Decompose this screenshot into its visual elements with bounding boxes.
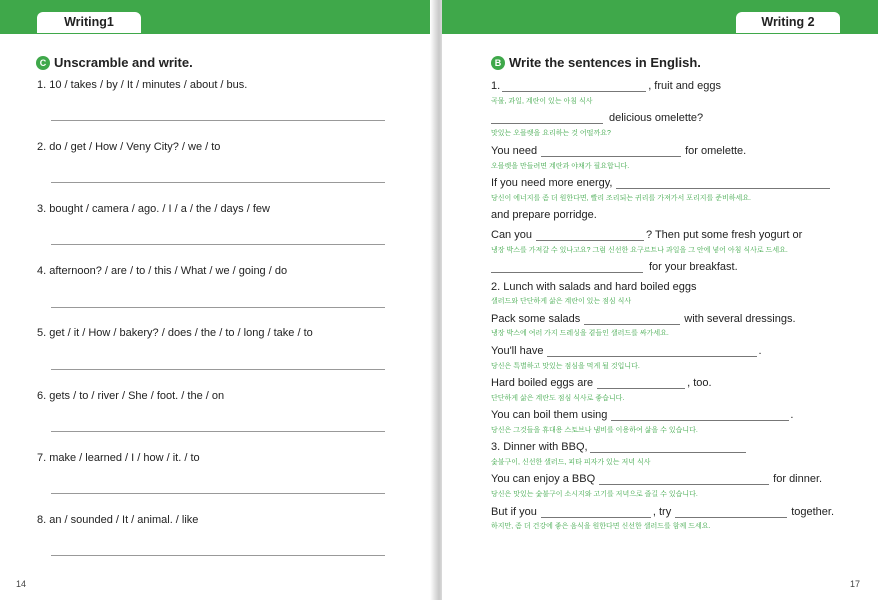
question-5: 5. get / it / How / bakery? / does / the / to / long / take / to bbox=[37, 327, 313, 339]
section-heading bbox=[36, 55, 193, 70]
section-title: Write the sentences in English. bbox=[509, 55, 701, 70]
sentence-row bbox=[491, 409, 793, 421]
question-8: 8. an / sounded / It / animal. / like bbox=[37, 514, 199, 526]
answer-line-5[interactable] bbox=[51, 369, 385, 370]
sentence-row bbox=[491, 281, 696, 293]
tab-writing1: Writing1 bbox=[36, 11, 142, 33]
question-1: 1. 10 / takes / by / It / minutes / about / bus. bbox=[37, 79, 248, 91]
answer-line-3[interactable] bbox=[51, 244, 385, 245]
sentence-text: for dinner. bbox=[773, 473, 823, 485]
korean-hint: 맛있는 오믈렛을 요리하는 것 어떨까요? bbox=[491, 130, 611, 137]
answer-blank[interactable] bbox=[611, 411, 789, 421]
korean-hint: 곡물, 과일, 계란이 있는 아침 식사 bbox=[491, 98, 593, 105]
sentence-text: But if you bbox=[491, 506, 537, 518]
answer-line-7[interactable] bbox=[51, 493, 385, 494]
section-badge: B bbox=[491, 56, 505, 70]
sentence-text: for your breakfast. bbox=[649, 261, 738, 273]
sentence-text: , too. bbox=[687, 377, 712, 389]
sentence-text: Pack some salads bbox=[491, 313, 581, 325]
sentence-text: . bbox=[758, 345, 762, 357]
left-page bbox=[0, 0, 436, 600]
tab-writing2: Writing 2 bbox=[735, 11, 841, 33]
sentence-text: together. bbox=[791, 506, 835, 518]
korean-hint: 단단하게 삶은 계란도 점심 식사로 좋습니다. bbox=[491, 395, 625, 402]
korean-hint: 당신이 에너지를 좀 더 원한다면, 빨리 조리되는 귀리를 가져가서 포리지를 준비하세요. bbox=[491, 195, 752, 202]
section-title: Unscramble and write. bbox=[54, 55, 193, 70]
answer-blank[interactable] bbox=[547, 347, 757, 357]
sentence-text: 3. Dinner with BBQ, bbox=[491, 441, 588, 453]
answer-blank[interactable] bbox=[541, 508, 651, 518]
korean-hint: 당신은 그것들을 휴대용 스토브나 냄비를 이용하여 삶을 수 있습니다. bbox=[491, 427, 698, 434]
answer-blank[interactable] bbox=[597, 379, 685, 389]
answer-blank[interactable] bbox=[541, 147, 681, 157]
sentence-row bbox=[491, 345, 762, 357]
answer-line-8[interactable] bbox=[51, 555, 385, 556]
korean-hint: 숯불구이, 신선한 샐러드, 피타 피자가 있는 저녁 식사 bbox=[491, 459, 651, 466]
answer-blank[interactable] bbox=[502, 82, 646, 92]
sentence-row bbox=[491, 313, 796, 325]
sentence-row bbox=[491, 441, 748, 453]
sentence-text: You can boil them using bbox=[491, 409, 608, 421]
sentence-text: , fruit and eggs bbox=[648, 80, 721, 92]
answer-blank[interactable] bbox=[491, 114, 603, 124]
sentence-row bbox=[491, 80, 721, 92]
sentence-row bbox=[491, 473, 822, 485]
question-4: 4. afternoon? / are / to / this / What / we / going / do bbox=[37, 265, 288, 277]
sentence-text: and prepare porridge. bbox=[491, 209, 597, 221]
sentence-row bbox=[491, 506, 834, 518]
page-number: 17 bbox=[849, 579, 860, 589]
question-7: 7. make / learned / I / how / it. / to bbox=[37, 452, 200, 464]
sentence-text: 1. bbox=[491, 80, 501, 92]
question-3: 3. bought / camera / ago. / I / a / the / days / few bbox=[37, 203, 270, 215]
sentence-text: with several dressings. bbox=[684, 313, 796, 325]
answer-line-1[interactable] bbox=[51, 120, 385, 121]
korean-hint: 샐러드와 단단하게 삶은 계란이 있는 점심 식사 bbox=[491, 298, 632, 305]
sentence-text: . bbox=[790, 409, 794, 421]
sentence-row bbox=[491, 209, 597, 221]
sentence-row bbox=[491, 177, 832, 189]
sentence-row bbox=[491, 229, 802, 241]
answer-blank[interactable] bbox=[536, 231, 644, 241]
sentence-row bbox=[491, 145, 746, 157]
sentence-text: You can enjoy a BBQ bbox=[491, 473, 596, 485]
section-badge: C bbox=[36, 56, 50, 70]
sentence-text: Can you bbox=[491, 229, 532, 241]
korean-hint: 하지만, 좀 더 건강에 좋은 음식을 원한다면 신선한 샐러드를 함께 드세요. bbox=[491, 523, 711, 530]
sentence-text: If you need more energy, bbox=[491, 177, 613, 189]
question-2: 2. do / get / How / Veny City? / we / to bbox=[37, 141, 221, 153]
sentence-row bbox=[491, 261, 738, 273]
answer-line-6[interactable] bbox=[51, 431, 385, 432]
sentence-text: You'll have bbox=[491, 345, 544, 357]
sentence-text: , try bbox=[652, 506, 672, 518]
korean-hint: 오믈렛을 만들려면 계란과 야채가 필요합니다. bbox=[491, 163, 630, 170]
section-heading bbox=[491, 55, 701, 70]
korean-hint: 냉장 박스에 여러 가지 드레싱을 곁들인 샐러드를 싸가세요. bbox=[491, 330, 669, 337]
sentence-text: for omelette. bbox=[685, 145, 747, 157]
answer-line-4[interactable] bbox=[51, 307, 385, 308]
answer-blank[interactable] bbox=[599, 475, 769, 485]
sentence-row bbox=[491, 112, 703, 124]
sentence-text: delicious omelette? bbox=[609, 112, 704, 124]
answer-blank[interactable] bbox=[590, 443, 746, 453]
korean-hint: 냉장 박스를 가져갈 수 있나고요? 그럼 신선한 요구르트나 과일을 그 안에 넣어 아침 식사로 드세요. bbox=[491, 247, 788, 254]
sentence-text: Hard boiled eggs are bbox=[491, 377, 594, 389]
answer-line-2[interactable] bbox=[51, 182, 385, 183]
sentence-text: ? Then put some fresh yogurt or bbox=[645, 229, 803, 241]
korean-hint: 당신은 맛있는 숯불구이 소시지와 고기를 저녁으로 즐길 수 있습니다. bbox=[491, 491, 698, 498]
answer-blank[interactable] bbox=[675, 508, 787, 518]
answer-blank[interactable] bbox=[491, 263, 643, 273]
sentence-row bbox=[491, 377, 712, 389]
answer-blank[interactable] bbox=[616, 179, 830, 189]
right-page bbox=[442, 0, 878, 600]
question-6: 6. gets / to / river / She / foot. / the / on bbox=[37, 390, 225, 402]
sentence-text: You need bbox=[491, 145, 538, 157]
answer-blank[interactable] bbox=[584, 315, 680, 325]
page-number: 14 bbox=[16, 579, 27, 589]
sentence-text: 2. Lunch with salads and hard boiled eggs bbox=[491, 281, 697, 293]
korean-hint: 당신은 특별하고 맛있는 점심을 먹게 될 것입니다. bbox=[491, 363, 640, 370]
